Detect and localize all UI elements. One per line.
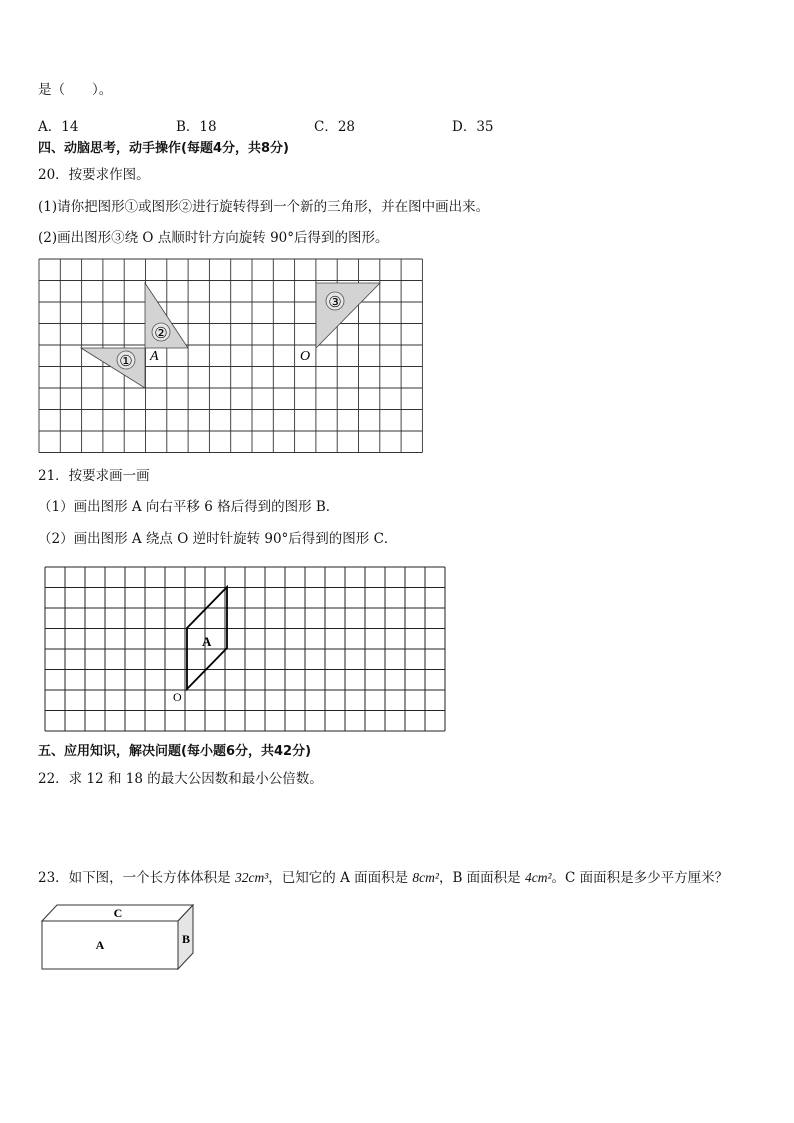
- q21-point-o: O: [173, 690, 182, 704]
- q20-shape1: [81, 348, 145, 388]
- q23-face-front: [42, 921, 178, 969]
- q23-pre: 23．如下图，一个长方体体积是: [38, 870, 235, 886]
- q23-mid2: ，B 面面积是: [438, 870, 525, 886]
- q20-shape3: [316, 283, 380, 348]
- q23-post: 。C 面面积是多少平方厘米？: [551, 870, 729, 886]
- section4-title: 四、动脑思考，动手操作(每题4分，共8分): [38, 141, 289, 156]
- q21-part1: （1）画出图形 A 向右平移 6 格后得到的图形 B．: [38, 499, 340, 515]
- q20-grid-figure: [38, 258, 424, 454]
- q20-title: 20．按要求作图。: [38, 167, 150, 183]
- q20-point-a: A: [150, 349, 159, 364]
- q23-volume: 32cm³: [234, 870, 269, 885]
- q22-text: 22．求 12 和 18 的最大公因数和最小公倍数。: [38, 771, 323, 787]
- q19-option-d: D．35: [452, 119, 494, 135]
- q21-part2: （2）画出图形 A 绕点 O 逆时针旋转 90°后得到的图形 C．: [38, 531, 398, 547]
- q23-label-a: A: [95, 938, 105, 952]
- q20-label-2: ②: [154, 324, 168, 342]
- q21-grid-figure: [44, 566, 446, 733]
- q20-point-o: O: [300, 349, 311, 364]
- q19-option-b: B．18: [176, 119, 217, 135]
- q21-label-a: A: [202, 634, 212, 649]
- section5-title: 五、应用知识，解决问题(每小题6分，共42分): [38, 744, 312, 759]
- q20-label-3: ③: [328, 293, 342, 311]
- q19-option-a: A．14: [38, 119, 79, 135]
- q19-option-c: C．28: [314, 119, 356, 135]
- q19-stem-tail: 是（ ）。: [38, 82, 113, 98]
- q21-grid-lines: [45, 567, 445, 731]
- q23-label-b: B: [181, 932, 191, 946]
- q23-area-a: 8cm²: [412, 870, 439, 885]
- q23-mid1: ，已知它的 A 面面积是: [268, 870, 413, 886]
- q23-label-c: C: [113, 906, 123, 920]
- q23-text: [38, 869, 728, 887]
- q20-part1: (1)请你把图形①或图形②进行旋转得到一个新的三角形，并在图中画出来。: [38, 199, 490, 215]
- q23-area-b: 4cm²: [524, 870, 552, 885]
- q20-label-1: ①: [119, 352, 133, 370]
- q21-title: 21．按要求画一画: [38, 468, 150, 484]
- q20-part2: (2)画出图形③绕 O 点顺时针方向旋转 90°后得到的图形。: [38, 230, 389, 246]
- q23-cuboid-figure: [40, 902, 198, 974]
